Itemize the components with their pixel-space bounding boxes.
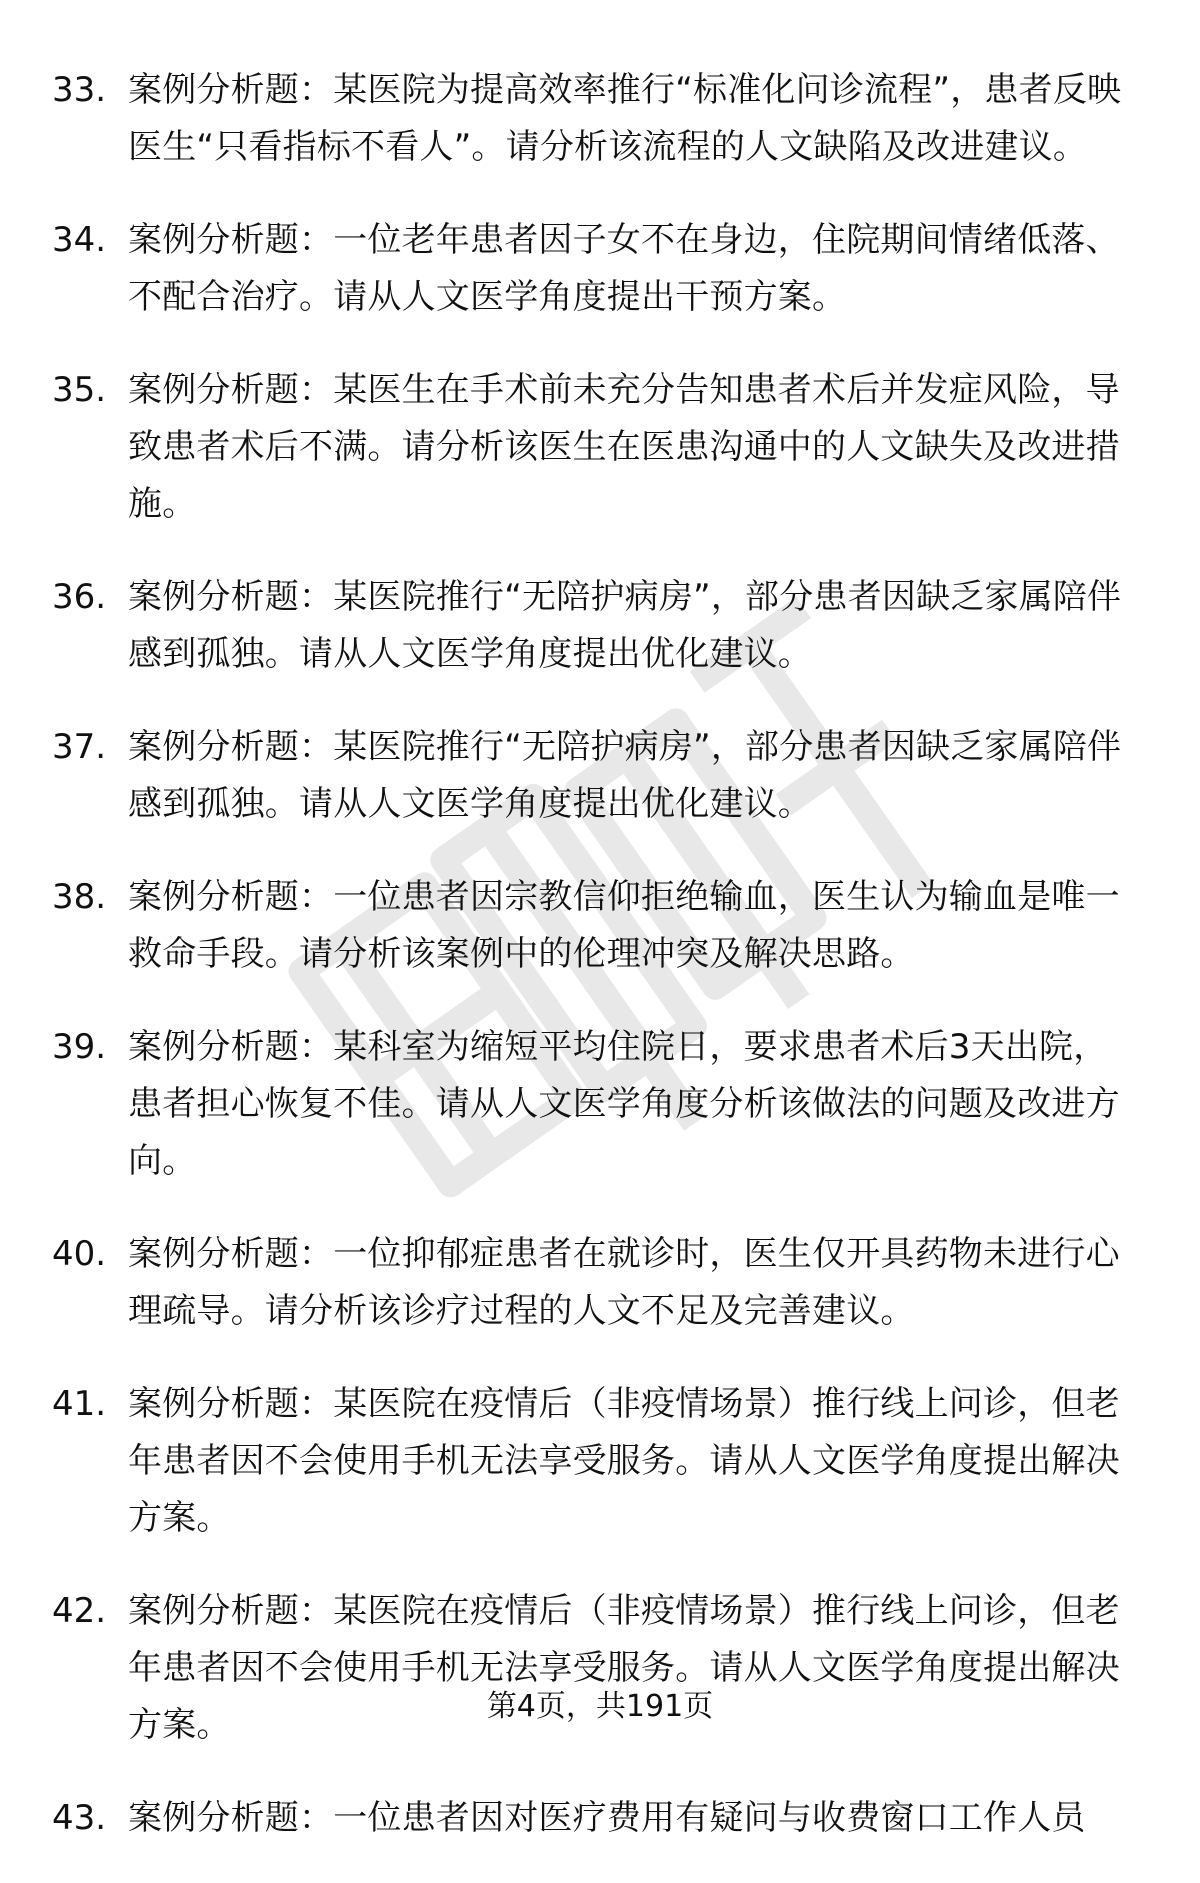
question-number: 36. xyxy=(52,577,107,617)
question-number: 39. xyxy=(52,1027,107,1067)
list-item xyxy=(0,362,1200,533)
question-text: 案例分析题：一位抑郁症患者在就诊时，医生仅开具药物未进行心理疏导。请分析该诊疗过程的人文不足及完善建议。 xyxy=(128,1234,1120,1331)
list-item xyxy=(0,569,1200,683)
list-item xyxy=(0,1019,1200,1190)
list-item xyxy=(0,719,1200,833)
question-text: 案例分析题：某医院在疫情后（非疫情场景）推行线上问诊，但老年患者因不会使用手机无法享受服务。请从人文医学角度提出解决方案。 xyxy=(128,1591,1120,1745)
question-text: 案例分析题：某医院推行“无陪护病房”，部分患者因缺乏家属陪伴感到孤独。请从人文医学角度提出优化建议。 xyxy=(128,577,1122,674)
question-number: 35. xyxy=(52,370,107,410)
list-item xyxy=(0,212,1200,326)
list-item xyxy=(0,1790,1200,1847)
question-number: 40. xyxy=(52,1234,107,1274)
question-text: 案例分析题：一位患者因对医疗费用有疑问与收费窗口工作人员 xyxy=(128,1798,1086,1838)
question-text: 案例分析题：一位患者因宗教信仰拒绝输血，医生认为输血是唯一救命手段。请分析该案例中的伦理冲突及解决思路。 xyxy=(128,877,1120,974)
question-number: 38. xyxy=(52,877,107,917)
question-number: 41. xyxy=(52,1384,107,1424)
question-text: 案例分析题：某医院推行“无陪护病房”，部分患者因缺乏家属陪伴感到孤独。请从人文医学角度提出优化建议。 xyxy=(128,727,1122,824)
question-text: 案例分析题：某科室为缩短平均住院日，要求患者术后3天出院，患者担心恢复不佳。请从人文医学角度分析该做法的问题及改进方向。 xyxy=(128,1027,1120,1181)
question-list xyxy=(0,62,1200,1883)
question-number: 33. xyxy=(52,70,107,110)
question-number: 43. xyxy=(52,1798,107,1838)
question-number: 37. xyxy=(52,727,107,767)
question-text: 案例分析题：某医院在疫情后（非疫情场景）推行线上问诊，但老年患者因不会使用手机无法享受服务。请从人文医学角度提出解决方案。 xyxy=(128,1384,1120,1538)
list-item xyxy=(0,869,1200,983)
list-item xyxy=(0,1226,1200,1340)
question-text: 案例分析题：某医生在手术前未充分告知患者术后并发症风险，导致患者术后不满。请分析该医生在医患沟通中的人文缺失及改进措施。 xyxy=(128,370,1120,524)
page-number-footer: 第4页，共191页 xyxy=(486,1689,714,1724)
list-item xyxy=(0,1376,1200,1547)
question-text: 案例分析题：某医院为提高效率推行“标准化问诊流程”，患者反映医生“只看指标不看人”。请分析该流程的人文缺陷及改进建议。 xyxy=(128,70,1122,167)
question-number: 34. xyxy=(52,220,107,260)
list-item xyxy=(0,1583,1200,1754)
question-number: 42. xyxy=(52,1591,107,1631)
list-item xyxy=(0,62,1200,176)
question-text: 案例分析题：一位老年患者因子女不在身边，住院期间情绪低落、不配合治疗。请从人文医学角度提出干预方案。 xyxy=(128,220,1120,317)
